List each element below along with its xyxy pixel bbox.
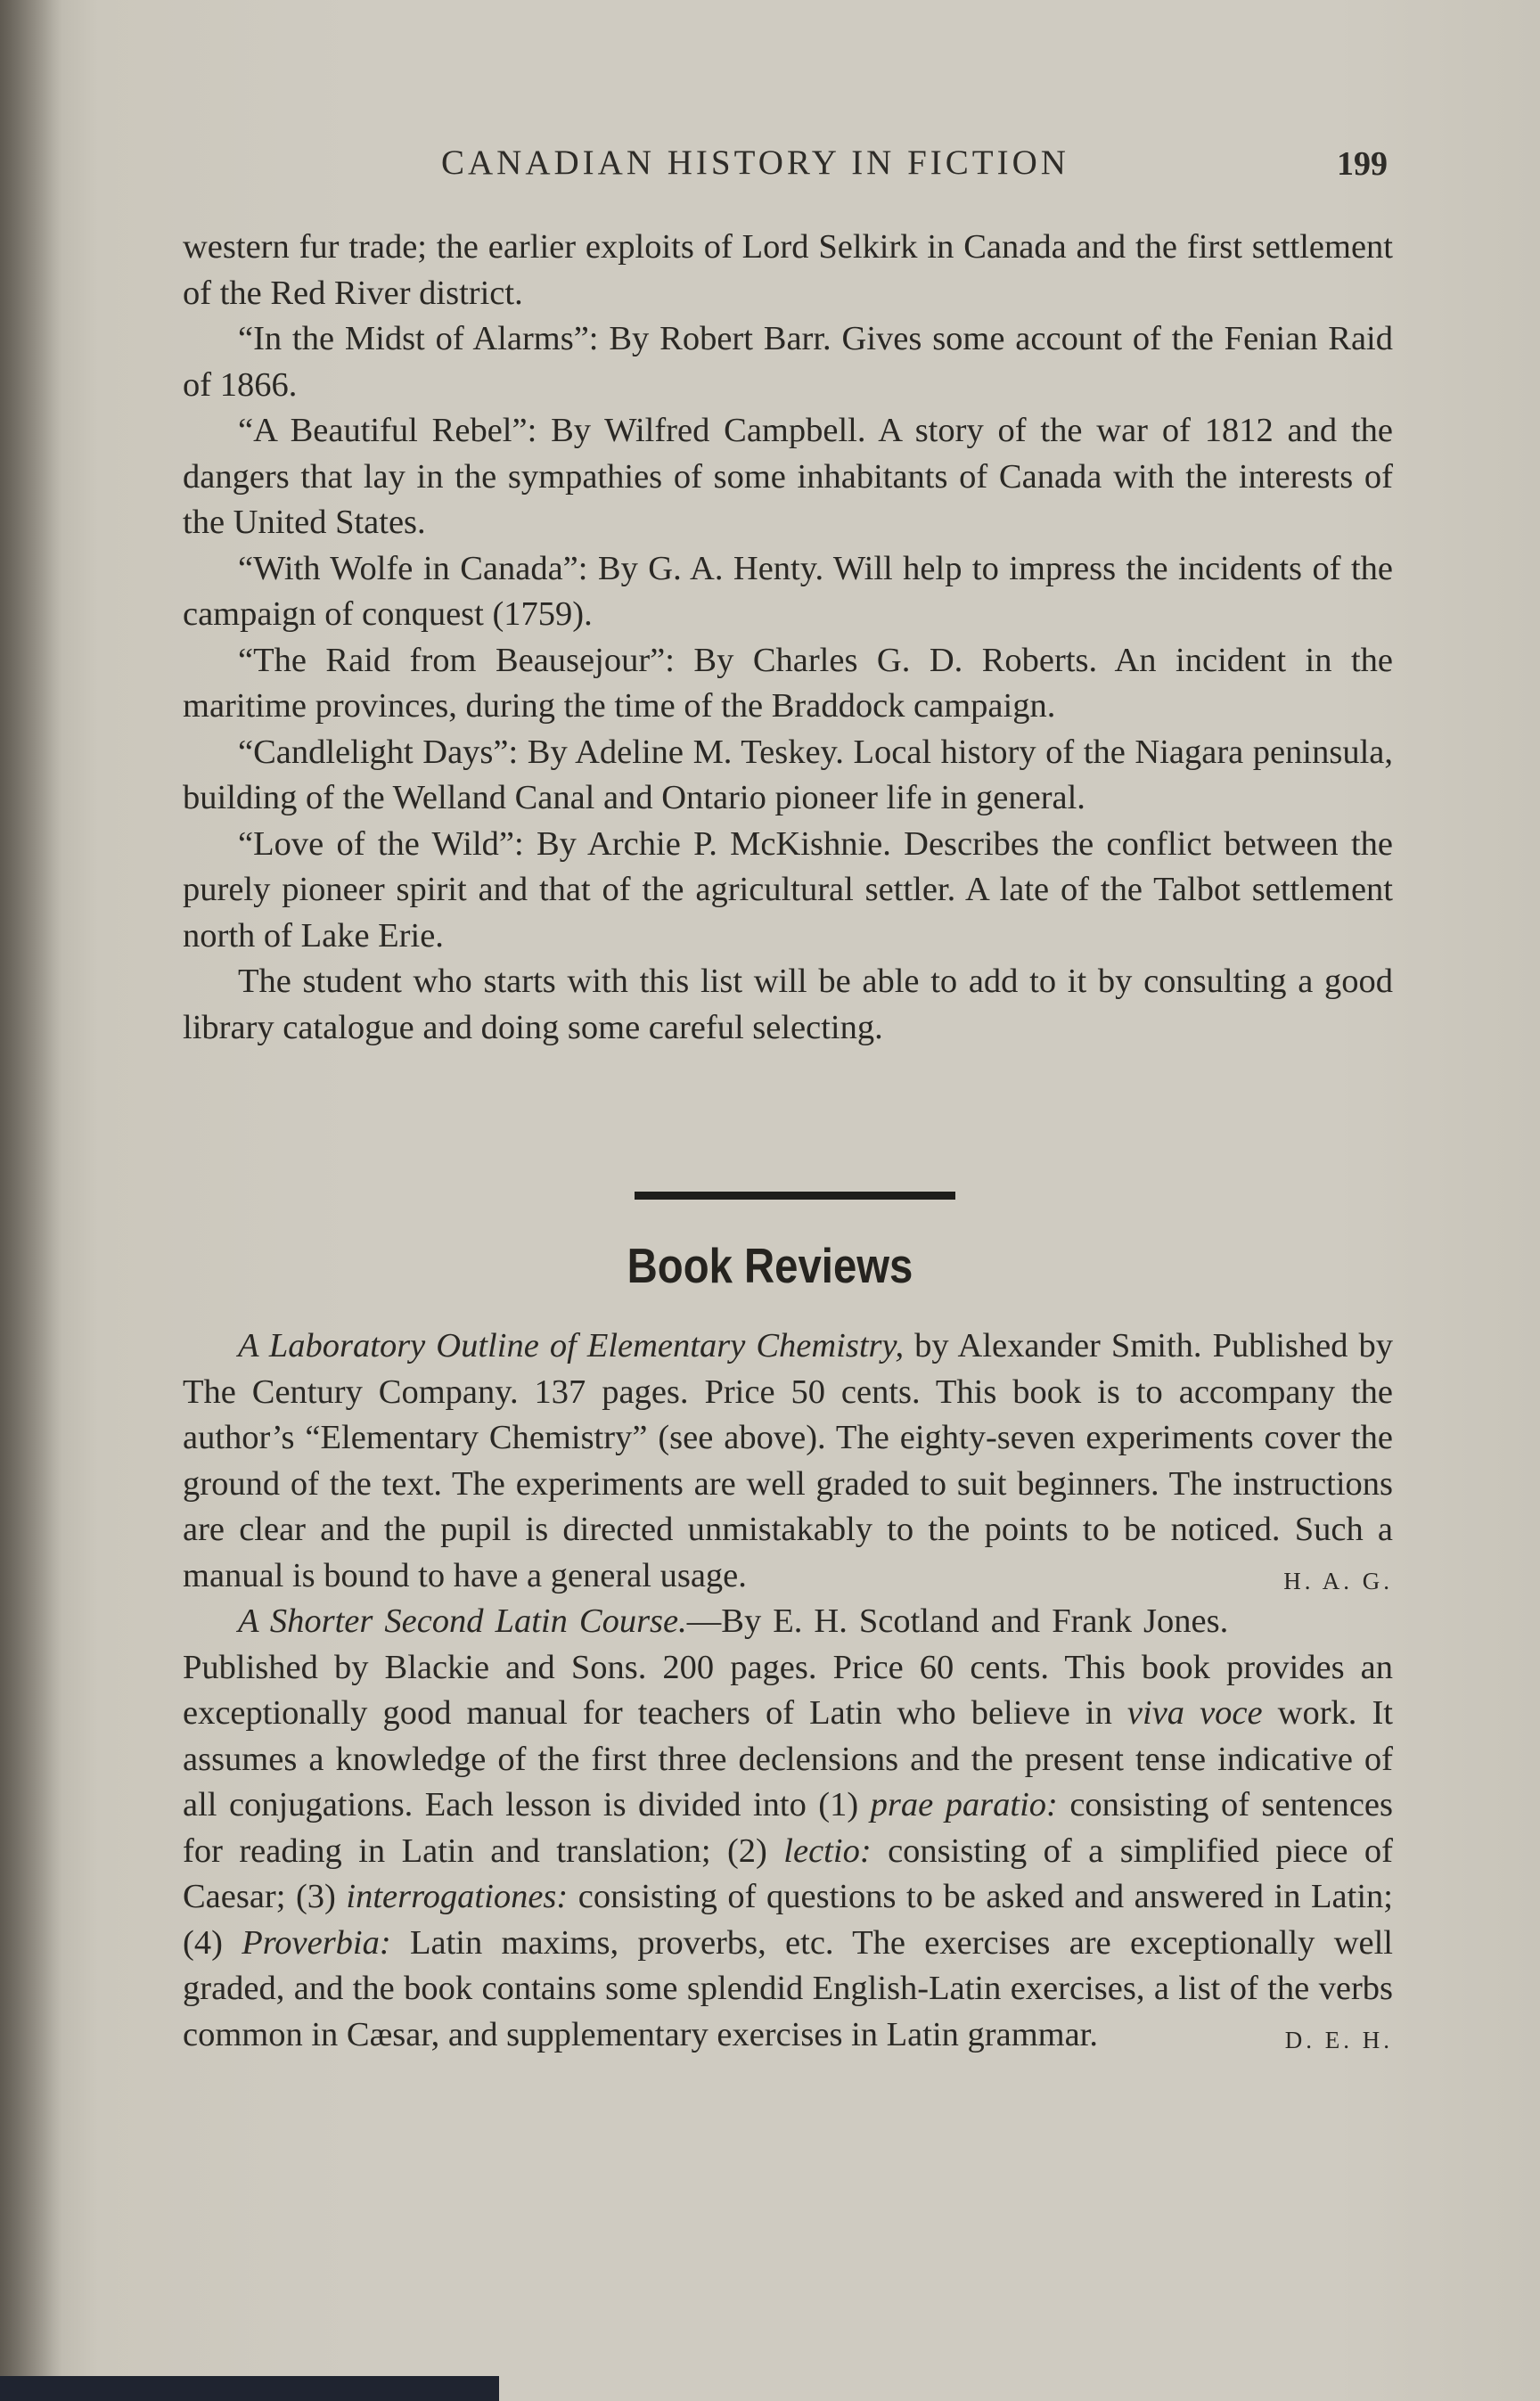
binding-shadow [0, 0, 62, 2401]
latin-term: interrogationes: [346, 1878, 569, 1915]
list-item [183, 638, 1393, 730]
review-body: consisting of questions to be asked and answered in Latin; (4) [183, 1878, 1393, 1962]
closing-paragraph [183, 959, 1393, 1051]
latin-term: Proverbia: [242, 1923, 391, 1962]
reviewer-initials: H. A. G. [1283, 1567, 1393, 1594]
list-item-text: By Charles G. D. Roberts. An incident in the maritime provinces, during the time of the Braddock campaign. [183, 641, 1393, 725]
section-title: Book Reviews [627, 1238, 913, 1293]
list-item-text: By Adeline M. Teskey. Local history of the Niagara peninsula, building of the Welland Canal and Ontario pioneer life in general. [183, 733, 1393, 816]
review-latin [183, 1599, 1393, 2058]
closing-text: The student who starts with this list will be able to add to it by consulting a good library catalogue and doing some careful selecting. [183, 963, 1393, 1046]
book-reviews [183, 1323, 1393, 2063]
list-item [183, 408, 1393, 546]
list-item-text: By Archie P. McKishnie. Describes the conflict between the purely pioneer spirit and that of the agricultural settler. A late of the Talbot settlement north of Lake Erie. [183, 824, 1393, 955]
book-title: “With Wolfe in Canada”: [238, 549, 588, 587]
list-item-text: western fur trade; the earlier exploits of Lord Selkirk in Canada and the first settlement of the Red River district. [183, 228, 1393, 312]
list-item [183, 316, 1393, 408]
running-head: CANADIAN HISTORY IN FICTION [441, 143, 1069, 182]
latin-term: lectio: [783, 1831, 872, 1870]
review-body: —By E. H. Scotland and Frank Jones. Published by Blackie and Sons. 200 pages. Price 60 cents. This book provides an exceptionally good manual for teachers of Latin who believe in [183, 1602, 1393, 1732]
review-body: consisting of a simplified piece of Caesar; (3) [183, 1831, 1393, 1915]
book-title: “The Raid from Beausejour”: [238, 641, 675, 679]
list-item-text: By Wilfred Campbell. A story of the war of 1812 and the dangers that lay in the sympathies of some inhabitants of Canada with the interests of the United States. [183, 412, 1393, 541]
latin-term: viva voce [1126, 1694, 1263, 1732]
review-chemistry [183, 1323, 1393, 1599]
latin-term: prae paratio: [870, 1786, 1058, 1823]
review-book-title: A Laboratory Outline of Elementary Chemistry, [238, 1327, 905, 1364]
list-item [183, 730, 1393, 822]
review-body: work. It assumes a knowledge of the first three declensions and the present tense indicative of all conjugations. Each lesson is divided into (1) [183, 1694, 1393, 1823]
list-item [183, 822, 1393, 960]
list-item [183, 225, 1393, 316]
list-item [183, 546, 1393, 638]
review-book-title: A Shorter Second Latin Course. [238, 1602, 687, 1640]
fiction-list [183, 225, 1393, 1051]
book-title: “Love of the Wild”: [238, 824, 524, 863]
list-item-text: By G. A. Henty. Will help to impress the incidents of the campaign of conquest (1759). [183, 549, 1393, 633]
book-title: “Candlelight Days”: [238, 733, 519, 771]
book-title: “In the Midst of Alarms”: [238, 320, 599, 357]
review-body: by Alexander Smith. Published by The Century Company. 137 pages. Price 50 cents. This book is to accompany the author’s “Elementary Chemistry” (see above). The eighty-seven experiments cover the ground of the text. The experiments are well graded to suit beginners. The instructions are clear and the pupil is directed unmistakably to the points to be noticed. Such a manual is bound to have a general usage. [183, 1327, 1394, 1594]
section-divider [635, 1192, 955, 1200]
review-body: Latin maxims, proverbs, etc. The exercises are exceptionally well graded, and the book contains some splendid English-Latin exercises, a list of the verbs common in Cæsar, and supplementary exercises in Latin grammar. [183, 1923, 1393, 2053]
review-body: consisting of sentences for reading in Latin and translation; (2) [183, 1786, 1393, 1870]
page-number: 199 [1337, 145, 1388, 183]
book-cover-edge [0, 2376, 499, 2401]
reviewer-initials: D. E. H. [1284, 2026, 1393, 2053]
book-title: “A Beautiful Rebel”: [238, 412, 537, 449]
list-item-text: By Robert Barr. Gives some account of the Fenian Raid of 1866. [183, 320, 1394, 404]
